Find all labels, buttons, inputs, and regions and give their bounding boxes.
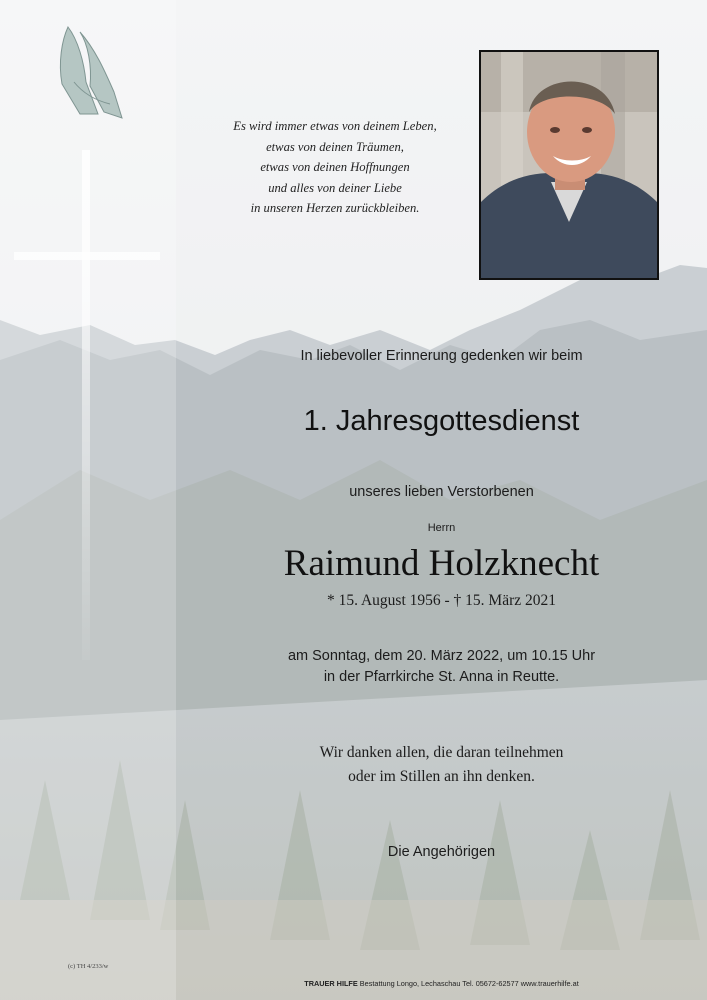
quote-line: in unseren Herzen zurückbleiben. (250, 201, 420, 215)
footer-brand: TRAUER HILFE (304, 979, 358, 988)
footer-contact: Bestattung Longo, Lechaschau Tel. 05672-62577 www.trauerhilfe.at (359, 979, 579, 988)
thanks-line: oder im Stillen an ihn denken. (348, 768, 535, 785)
quote-line: etwas von deinen Träumen, (266, 139, 404, 154)
thanks-line: Wir danken allen, die daran teilnehmen (319, 744, 564, 761)
thanks-text (176, 741, 707, 789)
footer (176, 979, 707, 988)
service-title: 1. Jahresgottesdienst (303, 405, 580, 437)
deceased-name: Raimund Holzknecht (283, 543, 600, 584)
portrait-photo (481, 52, 657, 278)
family-signature: Die Angehörigen (387, 844, 496, 860)
quote-line: Es wird immer etwas von deinem Leben, (233, 119, 437, 133)
deceased-intro-text: unseres lieben Verstorbenen (349, 484, 534, 500)
intro-text: In liebevoller Erinnerung gedenken wir beim (300, 348, 583, 364)
memorial-quote (200, 116, 470, 219)
copyright-note: (c) TH 4/233/w (68, 963, 109, 970)
service-location: in der Pfarrkirche St. Anna in Reutte. (323, 669, 560, 685)
portrait-photo-frame (479, 50, 659, 280)
quote-line: etwas von deinen Hoffnungen (260, 160, 410, 174)
life-dates: * 15. August 1956 - † 15. März 2021 (326, 592, 557, 609)
salutation: Herrn (427, 522, 456, 534)
praying-hands-icon (40, 22, 130, 127)
service-date-time: am Sonntag, dem 20. März 2022, um 10.15 Uhr (287, 648, 596, 664)
quote-line: und alles von deiner Liebe (268, 180, 402, 195)
service-details (176, 646, 707, 688)
